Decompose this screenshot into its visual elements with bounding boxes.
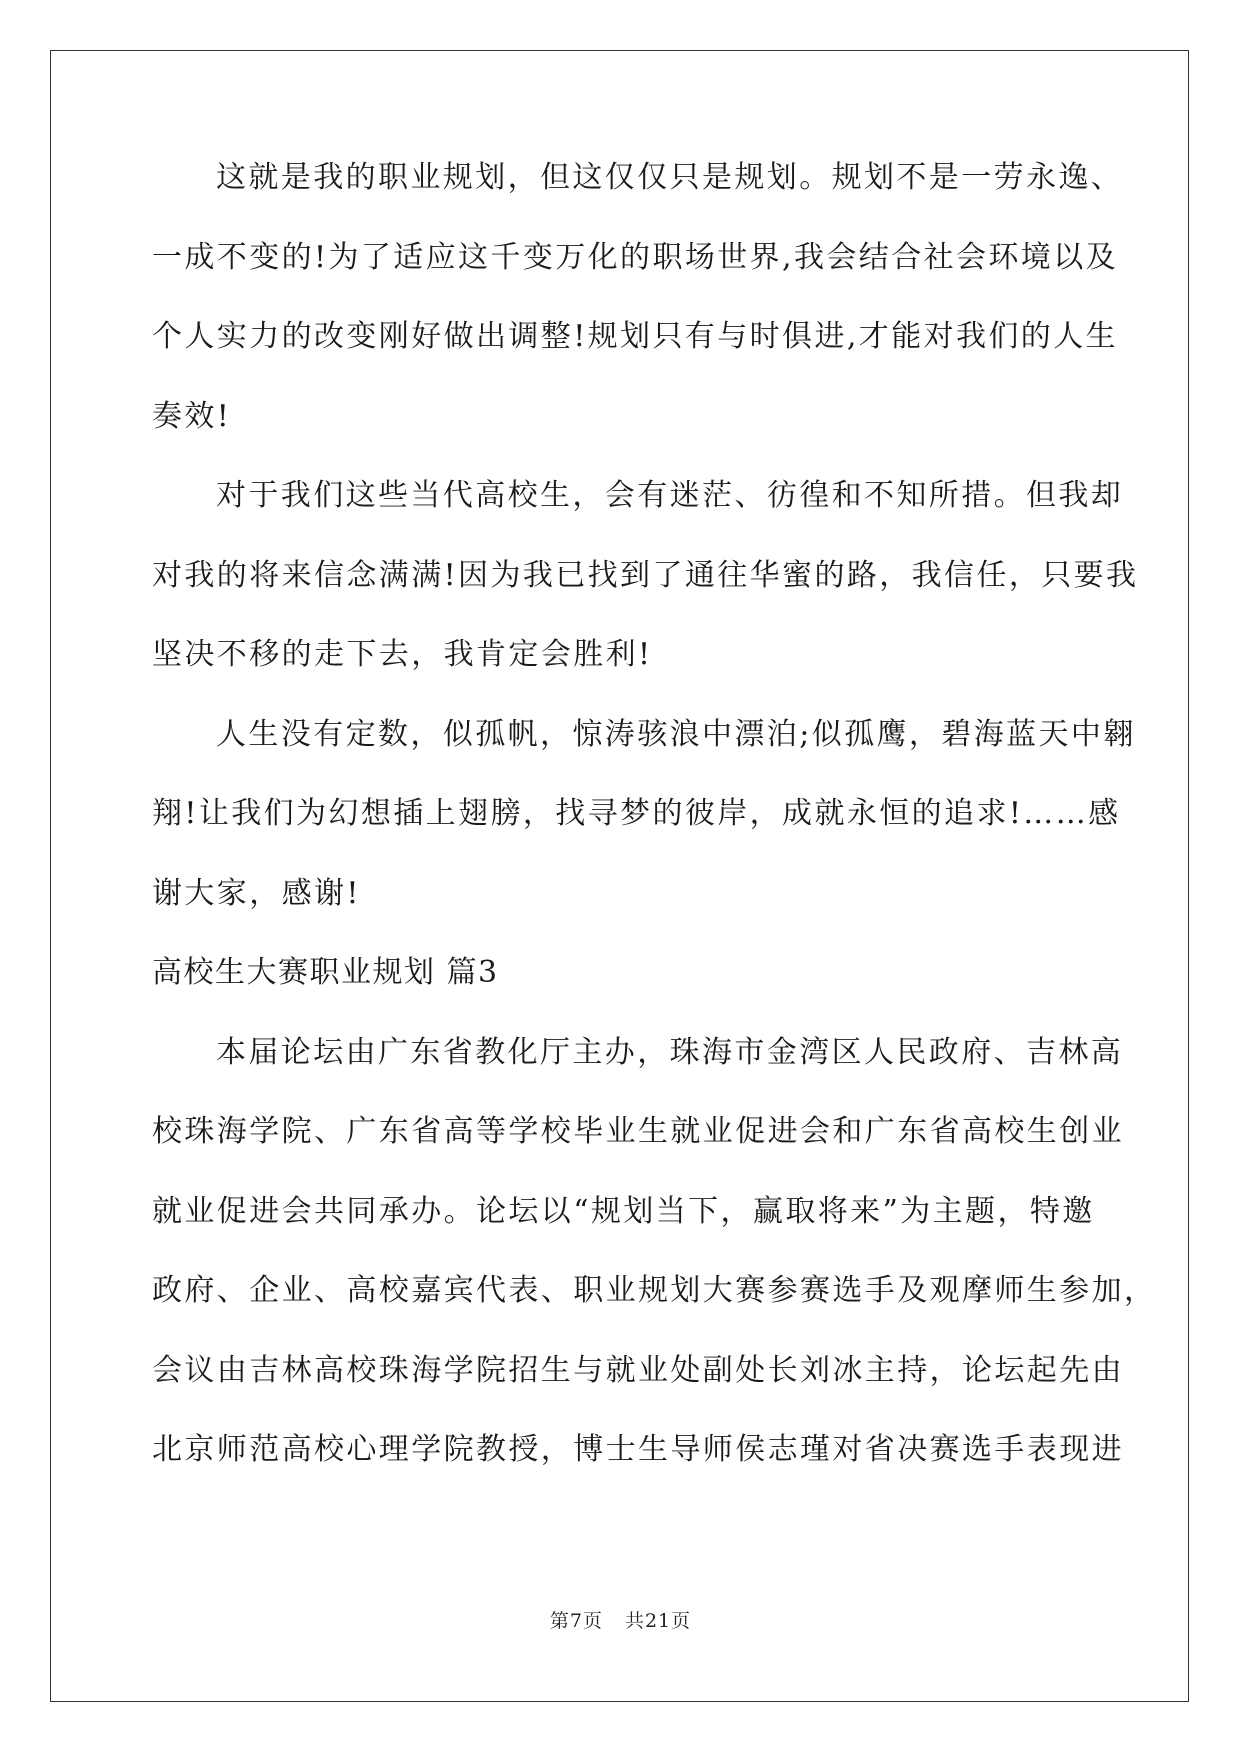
- section-heading: 高校生大赛职业规划 篇3: [152, 955, 499, 990]
- text-line: 会议由吉林高校珠海学院招生与就业处副处长刘冰主持，论坛起先由: [152, 1352, 1124, 1388]
- text-line: 一成不变的!为了适应这千变万化的职场世界,我会结合社会环境以及: [152, 239, 1118, 275]
- page-total: 共21页: [624, 1610, 692, 1632]
- text-line: 谢大家，感谢!: [152, 875, 361, 911]
- text-line: 翔!让我们为幻想插上翅膀，找寻梦的彼岸，成就永恒的追求!……感: [152, 796, 1121, 831]
- text-line: 这就是我的职业规划，但这仅仅只是规划。规划不是一劳永逸、: [216, 160, 1124, 195]
- text-line: 个人实力的改变刚好做出调整!规划只有与时俱进,才能对我们的人生: [152, 319, 1118, 354]
- text-line: 人生没有定数，似孤帆，惊涛骇浪中漂泊;似孤鹰，碧海蓝天中翱: [216, 716, 1136, 752]
- text-line: 对我的将来信念满满!因为我已找到了通往华蜜的路，我信任，只要我: [152, 557, 1139, 593]
- page-number: 第7页: [549, 1610, 603, 1632]
- page-footer: [0, 1606, 1241, 1633]
- text-line: 北京师范高校心理学院教授，博士生导师侯志瑾对省决赛选手表现进: [152, 1432, 1124, 1467]
- text-line: 奏效!: [152, 398, 232, 434]
- text-line: 政府、企业、高校嘉宾代表、职业规划大赛参赛选手及观摩师生参加，: [152, 1273, 1157, 1308]
- text-line: 对于我们这些当代高校生，会有迷茫、彷徨和不知所措。但我却: [216, 478, 1124, 513]
- text-line: 就业促进会共同承办。论坛以“规划当下，赢取将来”为主题，特邀: [152, 1193, 1095, 1229]
- text-line: 本届论坛由广东省教化厅主办，珠海市金湾区人民政府、吉林高: [216, 1034, 1124, 1070]
- document-body: [152, 160, 1157, 1514]
- text-line: 校珠海学院、广东省高等学校毕业生就业促进会和广东省高校生创业: [152, 1114, 1124, 1149]
- text-line: 坚决不移的走下去，我肯定会胜利!: [152, 637, 653, 672]
